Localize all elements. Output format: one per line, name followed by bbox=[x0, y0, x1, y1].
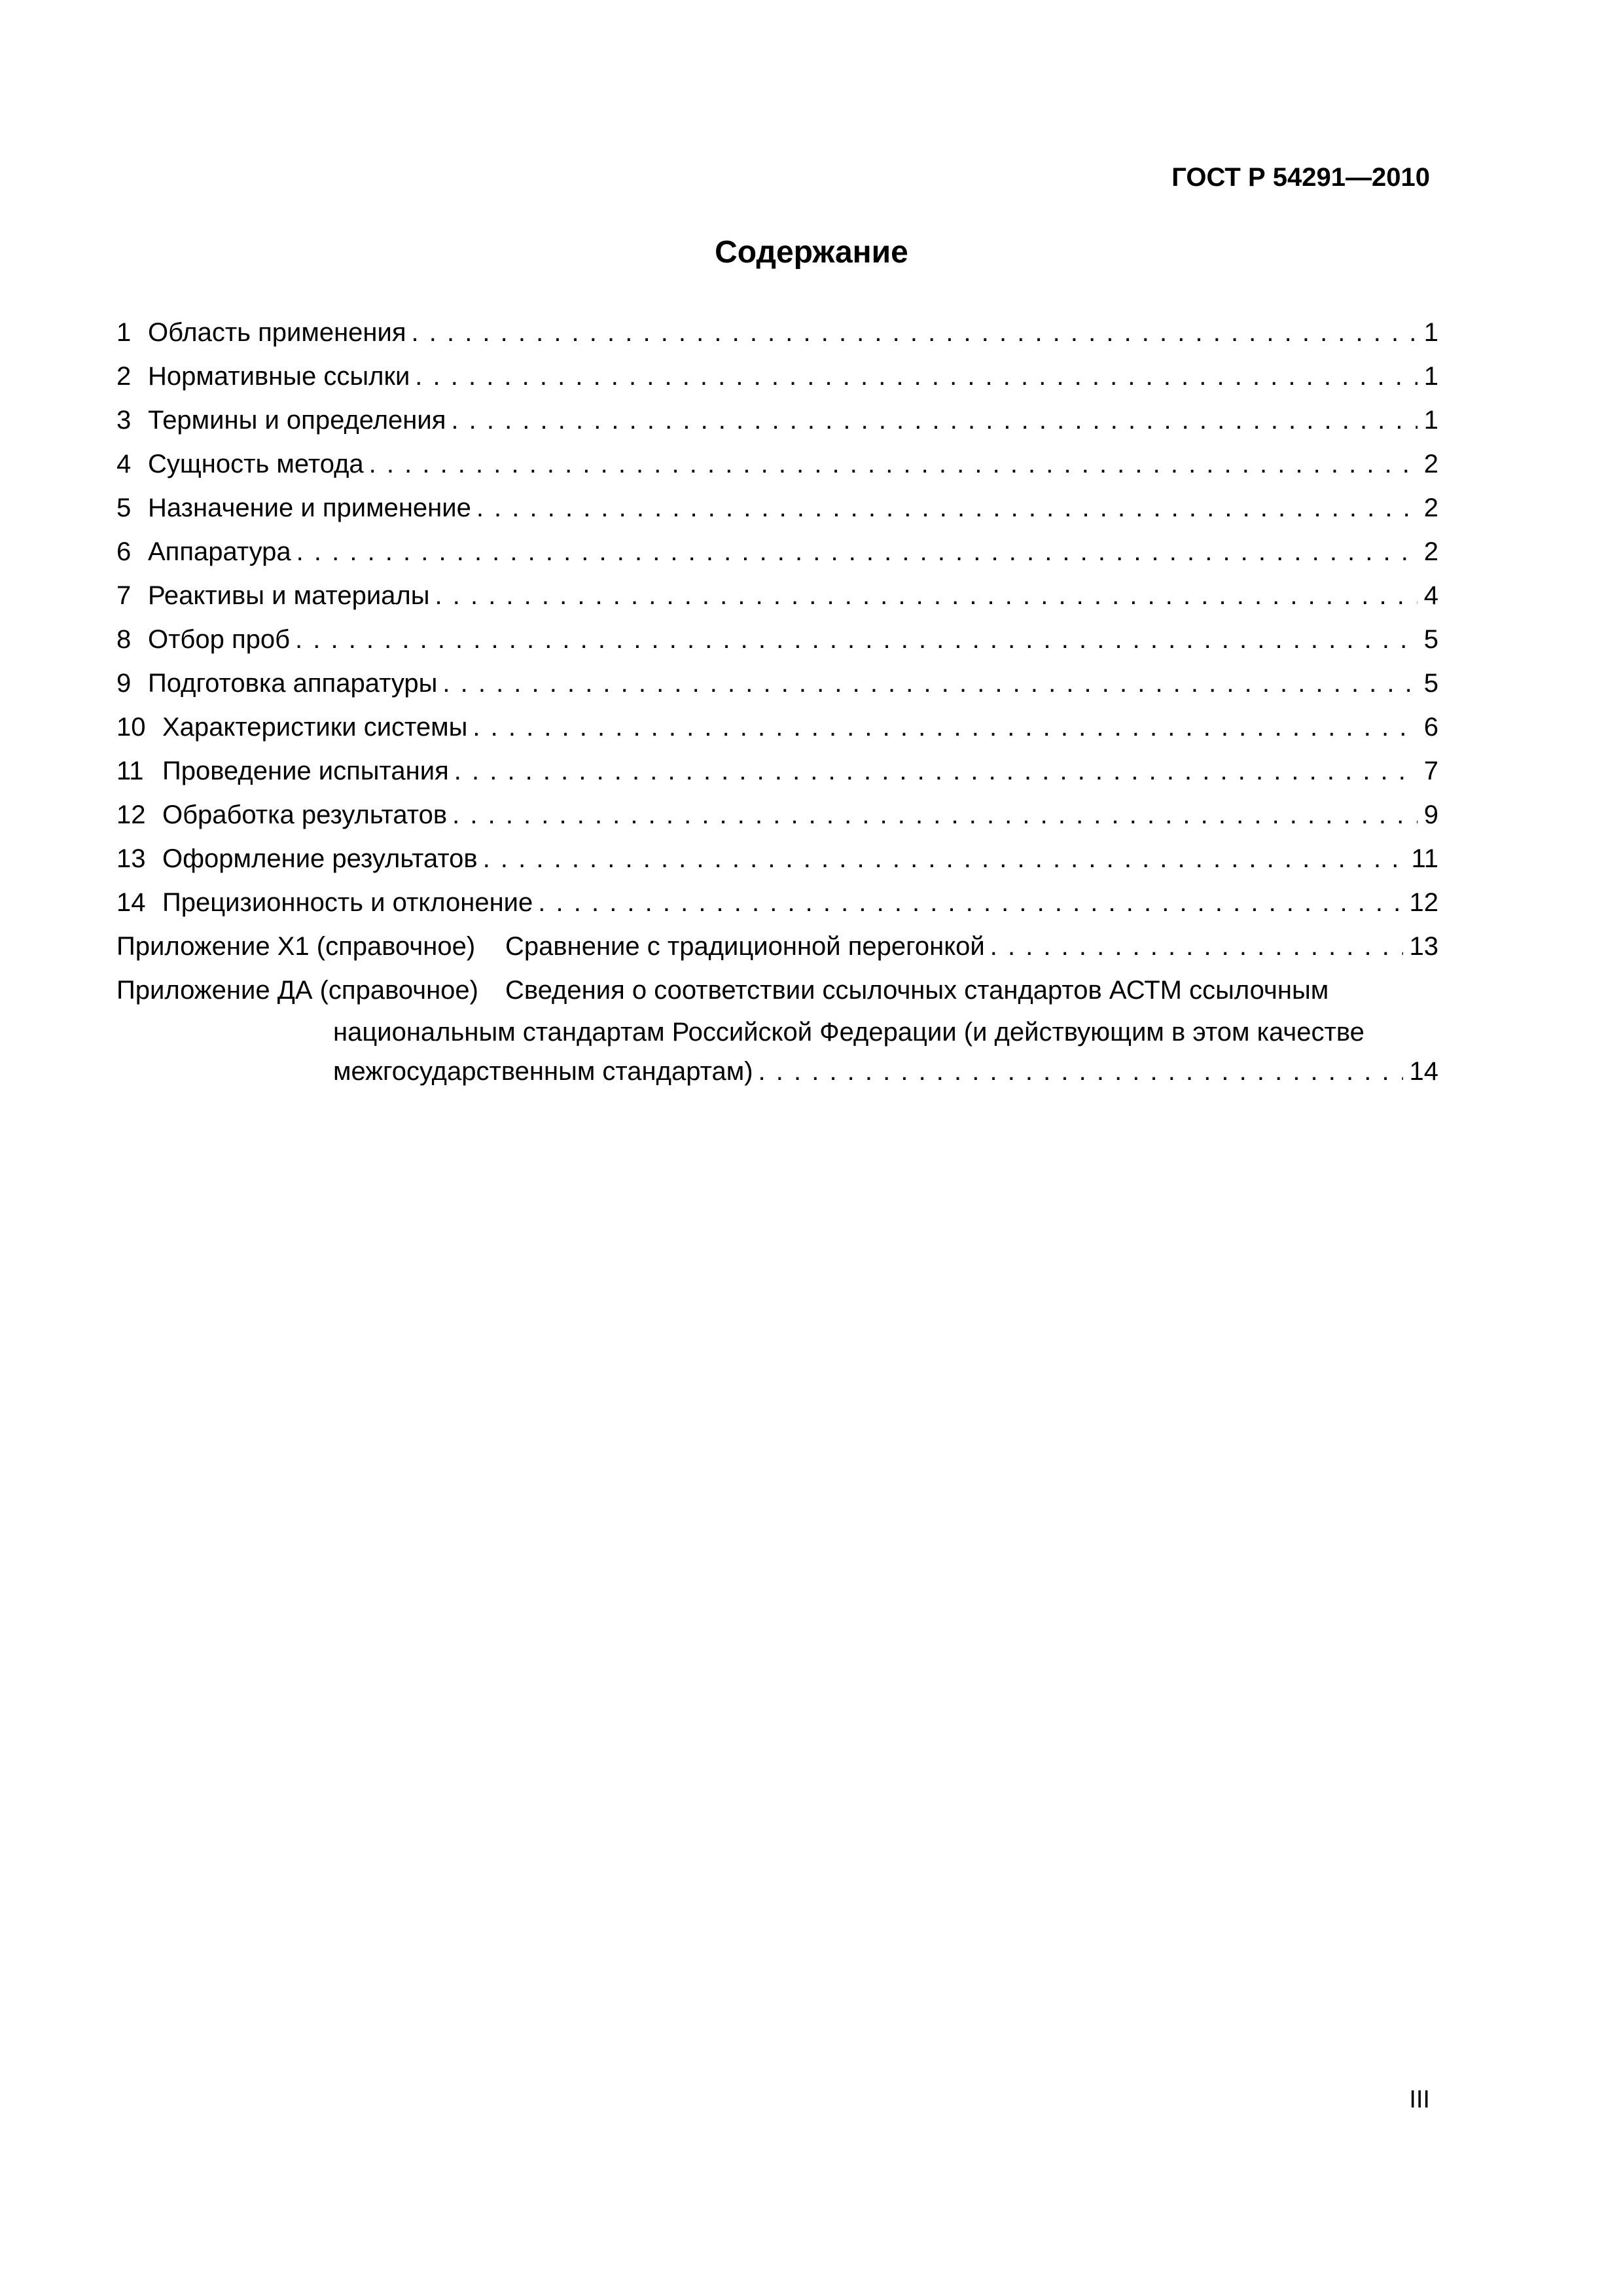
toc-entry-title: Термины и определения bbox=[148, 406, 446, 435]
toc-entry-number: 12 bbox=[116, 800, 146, 829]
toc-entry[interactable] bbox=[116, 749, 1438, 793]
toc-entry-title: Характеристики системы bbox=[162, 713, 468, 742]
toc-entry-last-line bbox=[116, 1052, 1438, 1091]
toc-leader-dots bbox=[483, 837, 1405, 881]
toc-leader-dots bbox=[442, 662, 1417, 706]
toc-entry-title: Назначение и применение bbox=[148, 493, 471, 522]
toc-leader-dots bbox=[452, 793, 1418, 837]
document-code: ГОСТ Р 54291—2010 bbox=[1171, 163, 1430, 192]
toc-entry-number: 8 bbox=[116, 625, 132, 654]
toc-entry[interactable] bbox=[116, 530, 1438, 574]
toc-page-number: 9 bbox=[1423, 800, 1438, 829]
toc-page-number: 14 bbox=[1409, 1057, 1438, 1086]
toc-entry-title: Нормативные ссылки bbox=[148, 362, 410, 391]
toc-entry-title: Подготовка аппаратуры bbox=[148, 669, 438, 698]
toc-leader-dots bbox=[758, 1052, 1403, 1091]
toc-page-number: 1 bbox=[1423, 318, 1438, 347]
toc-entry-title: Сущность метода bbox=[148, 450, 364, 478]
toc-leader-dots bbox=[990, 925, 1403, 969]
toc-entry-number: 11 bbox=[116, 757, 144, 785]
toc-page-number: 1 bbox=[1423, 406, 1438, 435]
toc-page-number: 5 bbox=[1423, 669, 1438, 698]
toc-entry[interactable] bbox=[116, 486, 1438, 530]
toc-entry[interactable] bbox=[116, 355, 1438, 399]
toc-entry-title: Обработка результатов bbox=[162, 800, 448, 829]
toc-entry-title: Прецизионность и отклонение bbox=[162, 888, 533, 917]
toc-entry-number: 4 bbox=[116, 450, 132, 478]
page-number: III bbox=[1409, 2086, 1430, 2113]
toc-page-number: 1 bbox=[1423, 362, 1438, 391]
toc-leader-dots bbox=[296, 530, 1418, 574]
toc-entry-title: Оформление результатов bbox=[162, 844, 478, 873]
toc-entry[interactable] bbox=[116, 442, 1438, 486]
toc-entry-appendix-x1[interactable] bbox=[116, 925, 1438, 969]
toc-page-number: 11 bbox=[1411, 844, 1438, 873]
toc-entry-number: 1 bbox=[116, 318, 132, 347]
toc-page-number: 5 bbox=[1423, 625, 1438, 654]
toc-leader-dots bbox=[538, 881, 1402, 925]
toc-entry-title: межгосударственным стандартам) bbox=[333, 1057, 753, 1086]
toc-entry-number: 9 bbox=[116, 669, 132, 698]
toc-entry-title: Проведение испытания bbox=[162, 757, 449, 785]
toc-entry-title: Реактивы и материалы bbox=[148, 581, 430, 610]
toc-entry-title: Область применения bbox=[148, 318, 406, 347]
toc-entry-number: 10 bbox=[116, 713, 146, 742]
toc-page-number: 7 bbox=[1423, 757, 1438, 785]
toc-leader-dots bbox=[369, 442, 1418, 486]
toc-leader-dots bbox=[435, 574, 1418, 618]
toc-entry-number: 14 bbox=[116, 888, 146, 917]
toc-page-number: 2 bbox=[1423, 450, 1438, 478]
toc-appendix-label: Приложение Х1 (справочное) bbox=[116, 932, 476, 961]
toc-entry[interactable] bbox=[116, 399, 1438, 442]
toc-leader-dots bbox=[295, 618, 1418, 662]
toc-entry-title: Сравнение с традиционной перегонкой bbox=[505, 932, 985, 961]
toc-entry[interactable] bbox=[116, 311, 1438, 355]
toc-entry[interactable] bbox=[116, 706, 1438, 749]
toc-page-number: 6 bbox=[1423, 713, 1438, 742]
toc-entry[interactable] bbox=[116, 793, 1438, 837]
table-of-contents bbox=[116, 311, 1438, 1091]
toc-page-number: 13 bbox=[1409, 932, 1438, 961]
toc-leader-dots bbox=[415, 355, 1417, 399]
toc-leader-dots bbox=[412, 311, 1418, 355]
toc-page-number: 2 bbox=[1423, 537, 1438, 566]
toc-leader-dots bbox=[451, 399, 1417, 442]
toc-entry-title: Аппаратура bbox=[148, 537, 291, 566]
toc-page-number: 2 bbox=[1423, 493, 1438, 522]
toc-appendix-label: Приложение ДА (справочное) bbox=[116, 976, 478, 1005]
toc-entry-title: Сведения о соответствии ссылочных стандартов АСТМ ссылочным bbox=[505, 976, 1329, 1005]
toc-entry[interactable] bbox=[116, 881, 1438, 925]
toc-entry-number: 3 bbox=[116, 406, 132, 435]
toc-entry[interactable] bbox=[116, 574, 1438, 618]
toc-entry-number: 7 bbox=[116, 581, 132, 610]
toc-entry-appendix-da[interactable] bbox=[116, 969, 1438, 1091]
toc-entry-number: 5 bbox=[116, 493, 132, 522]
toc-page-number: 12 bbox=[1409, 888, 1438, 917]
toc-entry-number: 6 bbox=[116, 537, 132, 566]
toc-entry[interactable] bbox=[116, 837, 1438, 881]
toc-leader-dots bbox=[476, 486, 1418, 530]
page-title: Содержание bbox=[715, 235, 908, 270]
toc-sections bbox=[116, 311, 1438, 925]
toc-entry-number: 2 bbox=[116, 362, 132, 391]
toc-entry-number: 13 bbox=[116, 844, 146, 873]
toc-page-number: 4 bbox=[1423, 581, 1438, 610]
toc-entry-title: Отбор проб bbox=[148, 625, 291, 654]
toc-leader-dots bbox=[454, 749, 1418, 793]
toc-leader-dots bbox=[473, 706, 1417, 749]
toc-entry[interactable] bbox=[116, 662, 1438, 706]
toc-entry[interactable] bbox=[116, 618, 1438, 662]
toc-entry-first-line bbox=[116, 969, 1438, 1013]
toc-entry-continuation: национальным стандартам Российской Федерации (и действующим в этом качестве bbox=[333, 1018, 1364, 1047]
